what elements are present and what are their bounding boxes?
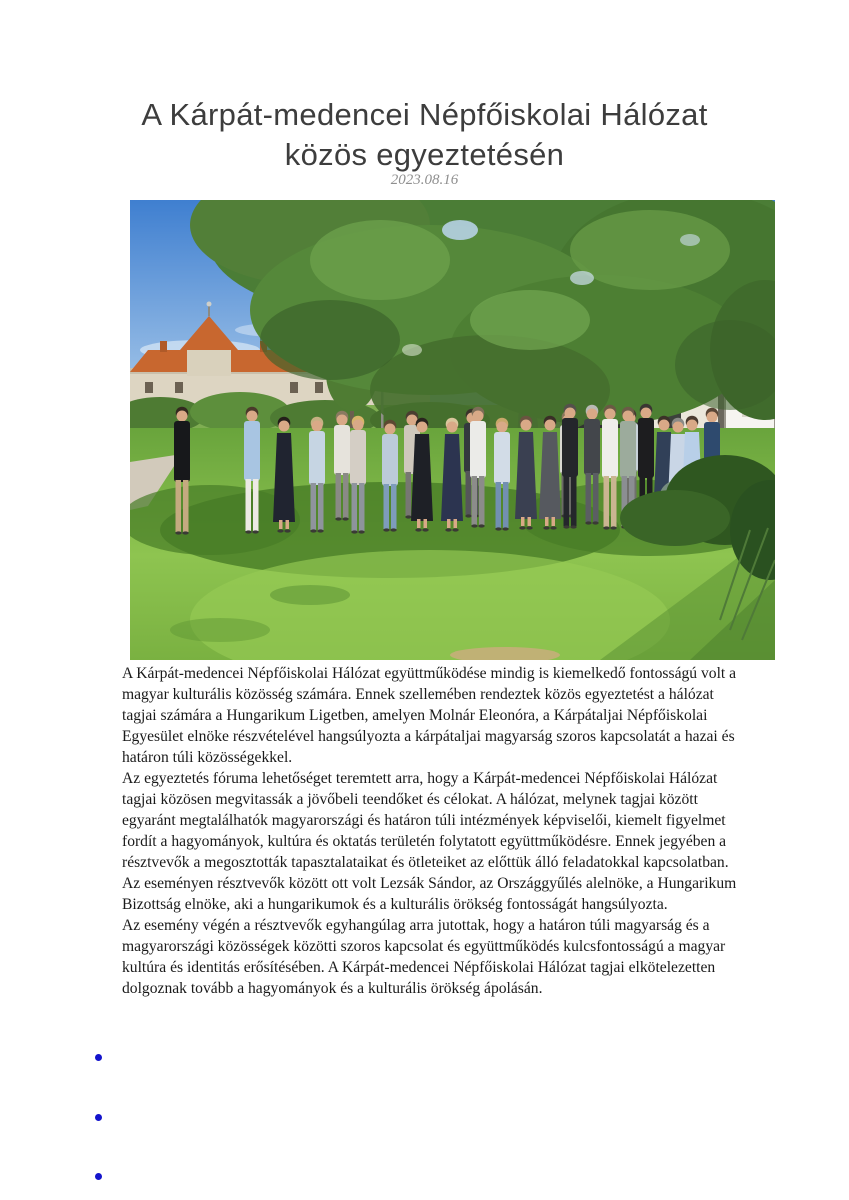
title-line-1: A Kárpát-medencei Népfőiskolai Hálózat [141,96,708,132]
title-line-2: közös egyeztetésén [284,136,565,172]
paragraph-1: A Kárpát-medencei Népfőiskolai Hálózat együttműködése mindig is kiemelkedő fontosságú volt a magyar kulturális közösség számára. Ennek szellemében rendeztek közös egyeztetést a hálózat tagjai számára a Hungarikum Ligetben, amelyen Molnár Eleonóra, a Kárpátaljai Népfőiskolai Egyesület elnöke részvételével hangsúlyozta a kárpátaljai magyarság szoros kapcsolatát a hazai és határon túli közösségekkel. [122,665,737,766]
paragraph-4: Az esemény végén a résztvevők egyhangúlag arra jutottak, hogy a határon túli magyarság és a magyarországi közösségek közötti szoros kapcsolat és együttműködés kulcsfontosságú a magyar kultúra és identitás erősítésében. A Kárpát-medencei Népfőiskolai Hálózat tagjai elkötelezetten dolgoznak tovább a hagyományok és a kulturális örökség ápolásán. [122,917,726,997]
list-bullet-3[interactable] [95,1173,102,1180]
paragraph-2: Az egyeztetés fóruma lehetőséget teremtett arra, hogy a Kárpát-medencei Népfőiskolai Hálózat tagjai közösen megvitassák a jövőbeli teendőket és célokat. A hálózat, melynek tagjai között egyaránt megtalálhatók magyarországi és határon túli intézmények képviselői, kiemelt figyelmet fordít a hagyományok, kultúra és oktatás területén folytatott együttműködésre. Ennek jegyében a résztvevők a megosztották tapasztalataikat és ötleteiket az előttük álló feladatokkal kapcsolatban. [122,770,729,871]
article-body [122,663,750,999]
page-title [0,95,849,175]
list-bullet-1[interactable] [95,1054,102,1061]
paragraph-3: Az eseményen résztvevők között ott volt Lezsák Sándor, az Országgyűlés alelnöke, a Hungarikum Bizottság elnöke, aki a hungarikumok és a kulturális örökség fontosságát hangsúlyozta. [122,875,737,913]
list-bullet-2[interactable] [95,1114,102,1121]
article-photo [130,200,775,660]
group-photo-illustration [130,200,775,660]
article-date: 2023.08.16 [390,172,459,188]
